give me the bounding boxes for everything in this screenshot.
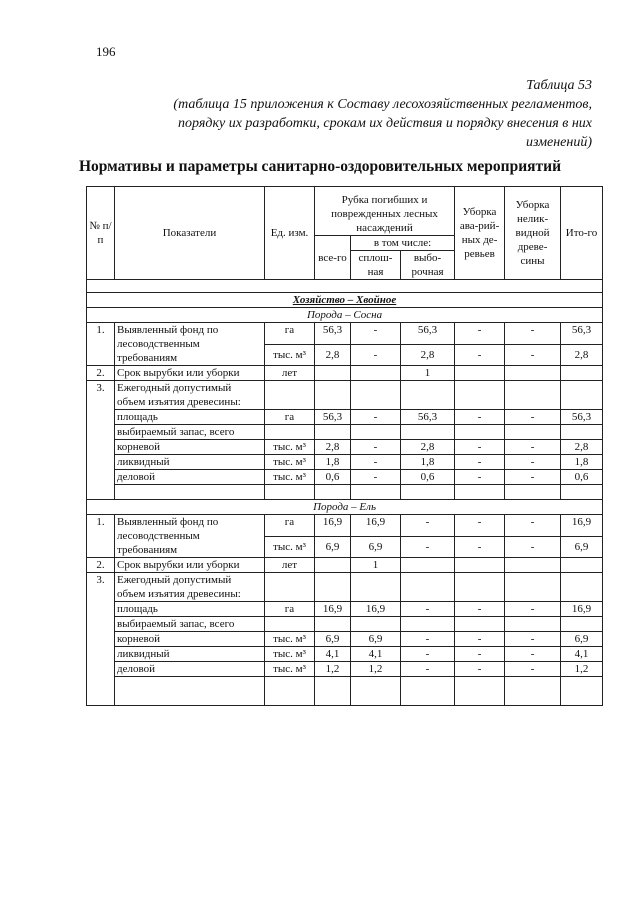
empty-cell: [561, 425, 603, 440]
value-cell: -: [455, 536, 505, 558]
value-cell: -: [455, 602, 505, 617]
spacer-row: [87, 280, 603, 293]
row-label: корневой: [115, 440, 265, 455]
empty-cell: [401, 381, 455, 410]
table-row: [87, 470, 603, 485]
value-cell: 56,3: [561, 410, 603, 425]
value-cell: -: [455, 410, 505, 425]
value-cell: -: [401, 602, 455, 617]
value-cell: 6,9: [351, 536, 401, 558]
species-title: Порода – Сосна: [87, 308, 603, 323]
row-label: выбираемый запас, всего: [115, 425, 265, 440]
empty-cell: [505, 381, 561, 410]
table-row: [87, 366, 603, 381]
table-row: [87, 323, 603, 345]
header-unit: Ед. изм.: [265, 187, 315, 280]
value-cell: -: [401, 647, 455, 662]
empty-cell: [351, 617, 401, 632]
value-cell: -: [351, 344, 401, 366]
value-cell: 16,9: [315, 515, 351, 537]
value-cell: -: [505, 647, 561, 662]
header-including: в том числе:: [351, 236, 455, 251]
unit-cell: га: [265, 515, 315, 537]
empty-cell: [455, 677, 505, 706]
empty-cell: [315, 381, 351, 410]
empty-cell: [455, 573, 505, 602]
empty-cell: [265, 381, 315, 410]
unit-cell: га: [265, 602, 315, 617]
table-row: [87, 602, 603, 617]
value-cell: -: [505, 662, 561, 677]
empty-cell: [315, 366, 351, 381]
value-cell: 1,2: [351, 662, 401, 677]
value-cell: 2,8: [561, 440, 603, 455]
section-title: Хозяйство – Хвойное: [87, 293, 603, 308]
value-cell: 56,3: [561, 323, 603, 345]
row-label: Выявленный фонд по лесоводственным требованиям: [115, 515, 265, 558]
row-label: Ежегодный допустимый объем изъятия древесины:: [115, 573, 265, 602]
header-total: Ито-го: [561, 187, 603, 280]
value-cell: 1: [351, 558, 401, 573]
unit-cell: тыс. м³: [265, 536, 315, 558]
empty-cell: [401, 558, 455, 573]
empty-cell: [351, 485, 401, 500]
row-label: деловой: [115, 470, 265, 485]
value-cell: 2,8: [401, 344, 455, 366]
unit-cell: тыс. м³: [265, 632, 315, 647]
value-cell: 56,3: [315, 323, 351, 345]
value-cell: -: [351, 455, 401, 470]
header-indicator: Показатели: [115, 187, 265, 280]
table-row: [87, 425, 603, 440]
empty-cell: [505, 677, 561, 706]
unit-cell: лет: [265, 366, 315, 381]
row-label: корневой: [115, 632, 265, 647]
page-number: 196: [96, 44, 116, 59]
empty-cell: [265, 573, 315, 602]
header-felling: Рубка погибших и поврежденных лесных насаждений: [315, 187, 455, 236]
header-num: № п/п: [87, 187, 115, 280]
row-label: Выявленный фонд по лесоводственным требованиям: [115, 323, 265, 366]
value-cell: -: [401, 632, 455, 647]
value-cell: -: [505, 323, 561, 345]
value-cell: 16,9: [561, 602, 603, 617]
value-cell: 0,6: [401, 470, 455, 485]
empty-cell: [561, 617, 603, 632]
value-cell: 4,1: [315, 647, 351, 662]
empty-cell: [401, 617, 455, 632]
spacer-row: [87, 677, 603, 706]
table-row: [87, 632, 603, 647]
value-cell: 6,9: [561, 632, 603, 647]
empty-cell: [265, 617, 315, 632]
value-cell: 1,2: [315, 662, 351, 677]
table-row: [87, 455, 603, 470]
value-cell: 2,8: [561, 344, 603, 366]
empty-cell: [455, 485, 505, 500]
empty-cell: [561, 485, 603, 500]
value-cell: 0,6: [561, 470, 603, 485]
value-cell: -: [455, 323, 505, 345]
value-cell: -: [351, 323, 401, 345]
value-cell: -: [505, 515, 561, 537]
value-cell: 56,3: [401, 410, 455, 425]
value-cell: -: [505, 455, 561, 470]
empty-cell: [315, 425, 351, 440]
value-cell: -: [401, 662, 455, 677]
value-cell: -: [455, 470, 505, 485]
value-cell: 16,9: [351, 602, 401, 617]
value-cell: -: [401, 515, 455, 537]
row-label: ликвидный: [115, 455, 265, 470]
header-clear: сплош-ная: [351, 251, 401, 280]
row-label: площадь: [115, 410, 265, 425]
row-label: Ежегодный допустимый объем изъятия древесины:: [115, 381, 265, 410]
value-cell: 16,9: [561, 515, 603, 537]
empty-cell: [505, 485, 561, 500]
caption-line: изменений): [525, 135, 592, 150]
empty-cell: [401, 677, 455, 706]
value-cell: -: [455, 440, 505, 455]
unit-cell: тыс. м³: [265, 662, 315, 677]
empty-cell: [265, 485, 315, 500]
value-cell: 6,9: [315, 536, 351, 558]
row-number: 3.: [87, 381, 115, 500]
value-cell: -: [505, 410, 561, 425]
species-title: Порода – Ель: [87, 500, 603, 515]
table-row: [87, 647, 603, 662]
empty-cell: [351, 366, 401, 381]
species-row: [87, 308, 603, 323]
empty-cell: [455, 558, 505, 573]
empty-cell: [455, 617, 505, 632]
empty-cell: [505, 366, 561, 381]
value-cell: 6,9: [315, 632, 351, 647]
empty-cell: [401, 425, 455, 440]
empty-cell: [505, 573, 561, 602]
empty-cell: [455, 381, 505, 410]
spacer-row: [87, 485, 603, 500]
caption-line: порядку их разработки, срокам их действия и порядку внесения в них: [178, 116, 592, 131]
empty-cell: [561, 366, 603, 381]
empty-cell: [351, 425, 401, 440]
value-cell: 2,8: [401, 440, 455, 455]
section-row: [87, 293, 603, 308]
caption-line: (таблица 15 приложения к Составу лесохозяйственных регламентов,: [173, 97, 592, 112]
value-cell: -: [351, 440, 401, 455]
value-cell: 6,9: [561, 536, 603, 558]
value-cell: -: [351, 410, 401, 425]
header-row: [87, 187, 603, 236]
table-row: [87, 617, 603, 632]
value-cell: -: [455, 662, 505, 677]
value-cell: -: [455, 632, 505, 647]
row-number: 2.: [87, 366, 115, 381]
unit-cell: лет: [265, 558, 315, 573]
value-cell: 4,1: [561, 647, 603, 662]
empty-cell: [561, 558, 603, 573]
value-cell: 16,9: [315, 602, 351, 617]
row-label: деловой: [115, 662, 265, 677]
row-label: Срок вырубки или уборки: [115, 366, 265, 381]
empty-cell: [455, 366, 505, 381]
value-cell: 56,3: [315, 410, 351, 425]
value-cell: -: [455, 455, 505, 470]
row-number: 1.: [87, 323, 115, 366]
value-cell: -: [505, 536, 561, 558]
header-selective: выбо-рочная: [401, 251, 455, 280]
value-cell: 1,8: [561, 455, 603, 470]
value-cell: 1: [401, 366, 455, 381]
empty-cell: [505, 425, 561, 440]
value-cell: 1,8: [401, 455, 455, 470]
empty-cell: [315, 617, 351, 632]
unit-cell: тыс. м³: [265, 440, 315, 455]
unit-cell: тыс. м³: [265, 647, 315, 662]
table-caption: [72, 76, 592, 152]
value-cell: -: [401, 536, 455, 558]
empty-cell: [561, 381, 603, 410]
empty-cell: [561, 677, 603, 706]
value-cell: 0,6: [315, 470, 351, 485]
sanitary-measures-table: [86, 186, 603, 706]
table-row: [87, 662, 603, 677]
value-cell: -: [455, 647, 505, 662]
empty-cell: [315, 677, 351, 706]
empty-cell: [315, 485, 351, 500]
table-row: [87, 440, 603, 455]
value-cell: 6,9: [351, 632, 401, 647]
value-cell: -: [351, 470, 401, 485]
value-cell: -: [455, 344, 505, 366]
unit-cell: тыс. м³: [265, 470, 315, 485]
empty-cell: [505, 558, 561, 573]
empty-cell: [351, 381, 401, 410]
header-cleanup-illiquid: Уборка нелик-видной древе-сины: [505, 187, 561, 280]
value-cell: 1,2: [561, 662, 603, 677]
value-cell: -: [505, 602, 561, 617]
species-row: [87, 500, 603, 515]
value-cell: 16,9: [351, 515, 401, 537]
value-cell: -: [505, 440, 561, 455]
value-cell: -: [455, 515, 505, 537]
empty-cell: [505, 617, 561, 632]
empty-cell: [115, 485, 265, 500]
value-cell: -: [505, 632, 561, 647]
table-row: [87, 381, 603, 410]
value-cell: 2,8: [315, 344, 351, 366]
value-cell: -: [505, 470, 561, 485]
value-cell: 4,1: [351, 647, 401, 662]
header-felling-total: все-го: [315, 236, 351, 280]
row-label: Срок вырубки или уборки: [115, 558, 265, 573]
unit-cell: га: [265, 323, 315, 345]
empty-cell: [115, 677, 265, 706]
row-number: 3.: [87, 573, 115, 706]
table-row: [87, 410, 603, 425]
empty-cell: [351, 573, 401, 602]
unit-cell: тыс. м³: [265, 344, 315, 366]
value-cell: 2,8: [315, 440, 351, 455]
unit-cell: тыс. м³: [265, 455, 315, 470]
table-row: [87, 573, 603, 602]
empty-cell: [265, 677, 315, 706]
table-row: [87, 558, 603, 573]
table-row: [87, 515, 603, 537]
value-cell: -: [505, 344, 561, 366]
empty-cell: [401, 573, 455, 602]
empty-cell: [265, 425, 315, 440]
empty-cell: [351, 677, 401, 706]
row-label: площадь: [115, 602, 265, 617]
empty-cell: [561, 573, 603, 602]
empty-cell: [401, 485, 455, 500]
unit-cell: га: [265, 410, 315, 425]
table-heading: Нормативы и параметры санитарно-оздоровительных мероприятий: [78, 158, 562, 175]
row-label: выбираемый запас, всего: [115, 617, 265, 632]
row-number: 1.: [87, 515, 115, 558]
value-cell: 56,3: [401, 323, 455, 345]
row-number: 2.: [87, 558, 115, 573]
header-cleanup-emergency: Уборка ава-рий-ных де-ревьев: [455, 187, 505, 280]
empty-cell: [455, 425, 505, 440]
row-label: ликвидный: [115, 647, 265, 662]
table-number: Таблица 53: [526, 78, 592, 93]
value-cell: 1,8: [315, 455, 351, 470]
empty-cell: [315, 573, 351, 602]
empty-cell: [315, 558, 351, 573]
